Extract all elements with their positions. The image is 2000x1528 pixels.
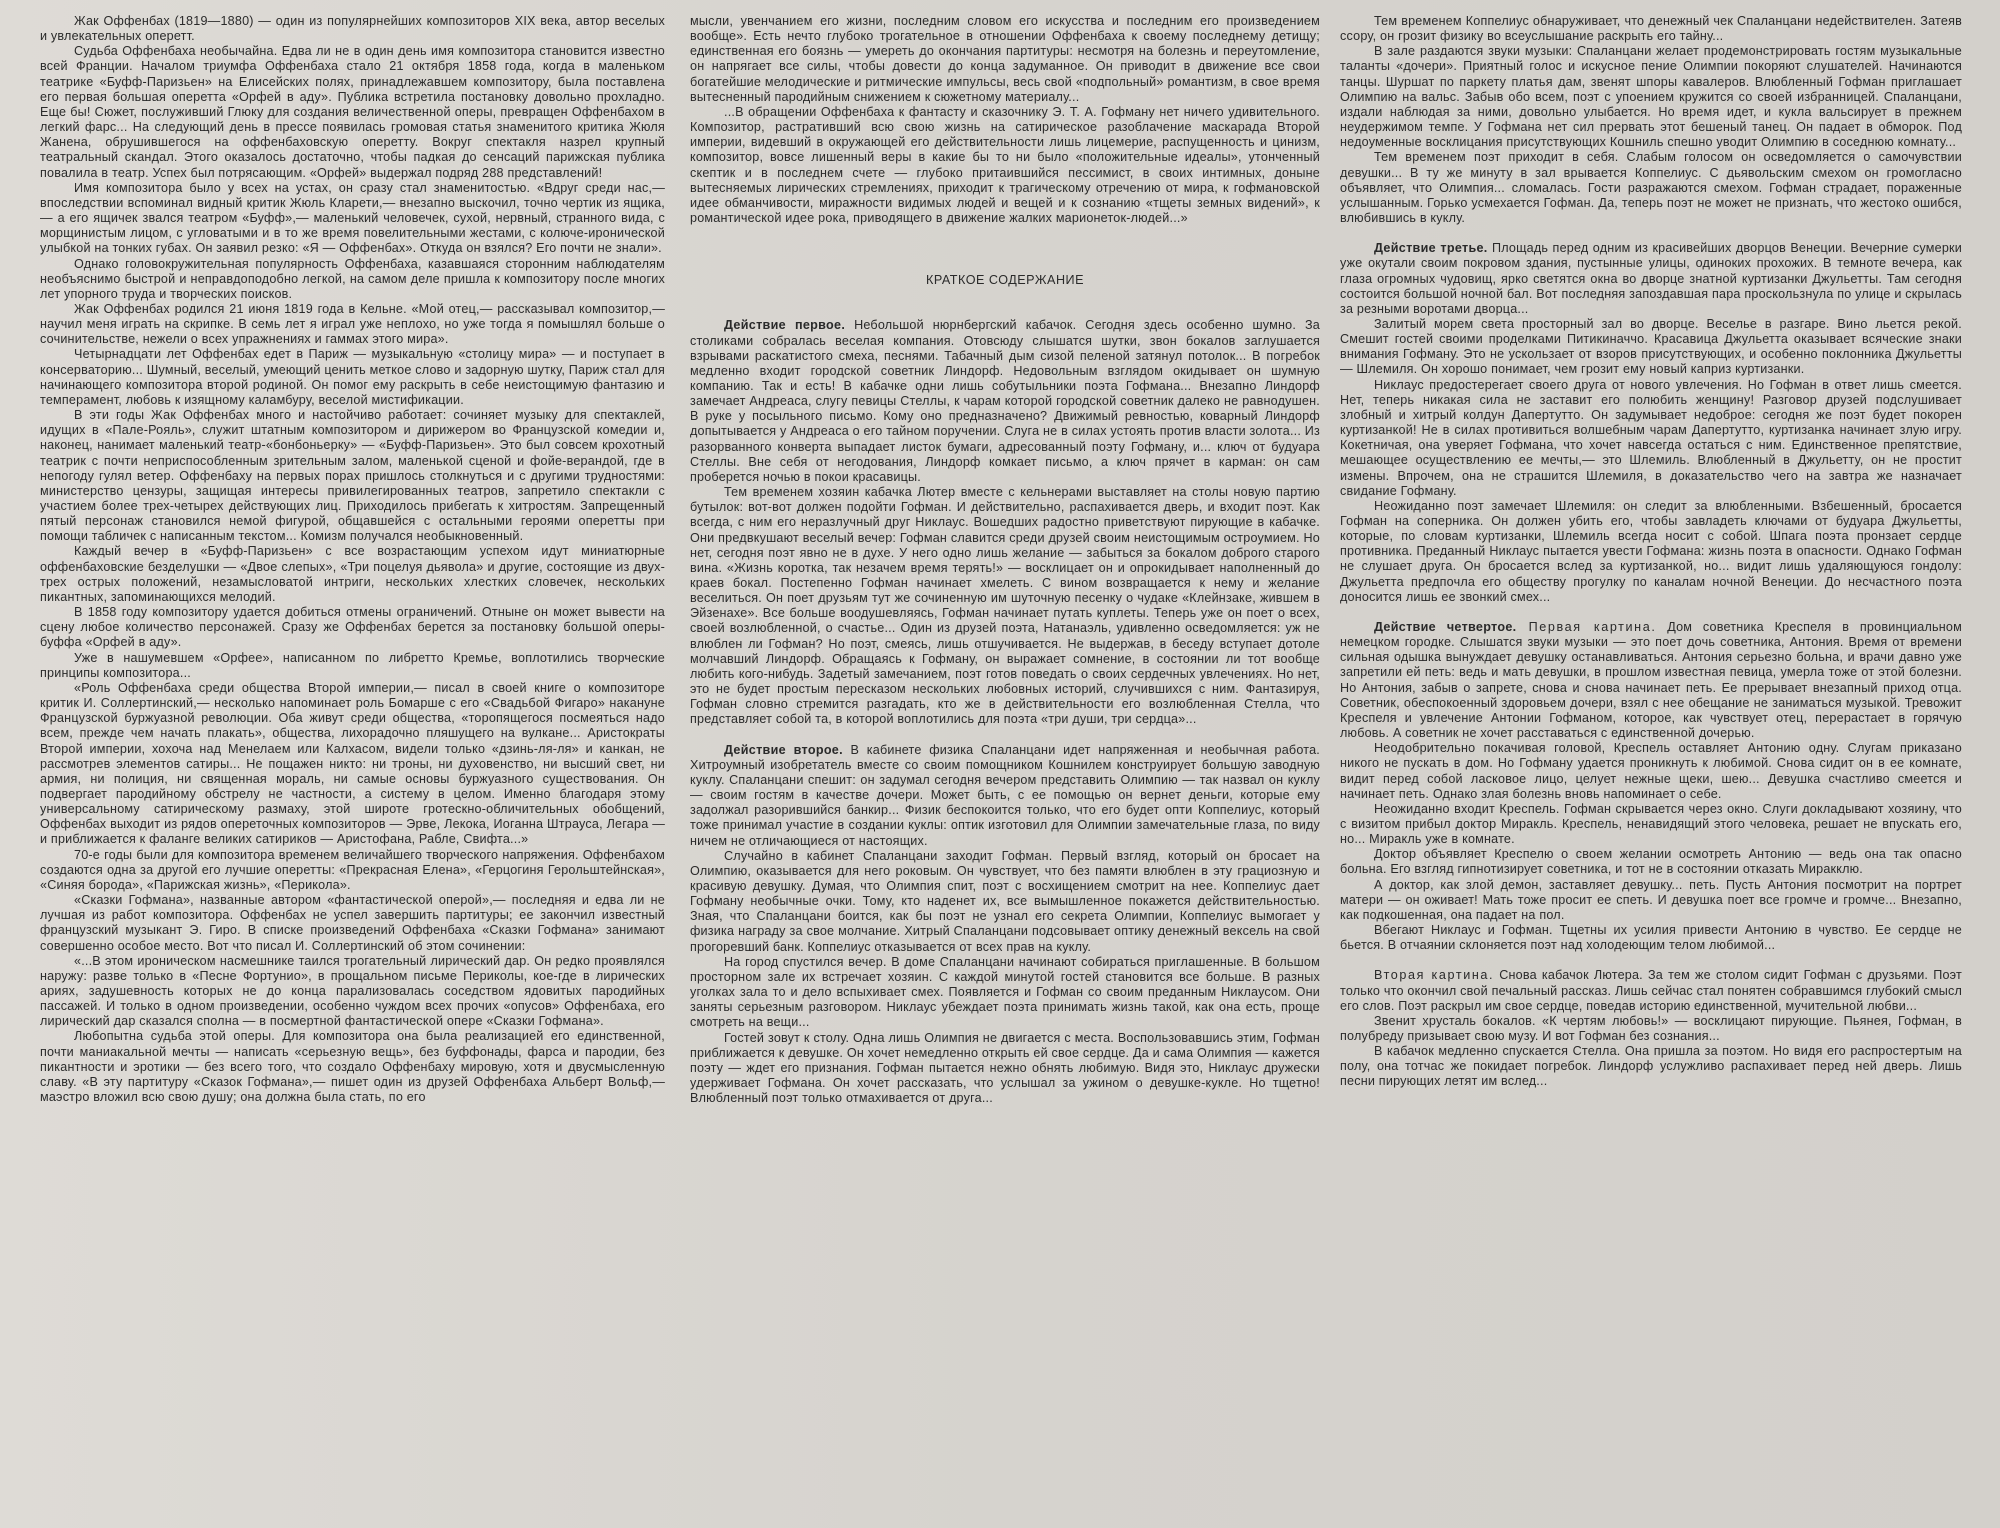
paragraph: ...В обращении Оффенбаха к фантасту и сказочнику Э. Т. А. Гофману нет ничего удивительного. Композитор, растративший всю свою жизнь на сатирическое разоблачение маскарада Второй империи, видевший в окружающей его действительности лишь лицемерие, распущенность и цинизм, композитор, вовсе лишенный веры в какие бы то ни было «положительные идеалы», утонченный скептик и в последнем счете — глубоко притаившийся пессимист, в своих интимных, доныне вытесняемых лирических стремлениях, приходит к трагическому отречению от мира, к гофмановской идее обманчивости, миражности видимых людей и вещей и к сознанию «тщеты земных видений», к романтической идее рока, приводящего в движение жалких марионеток-людей...» [690, 104, 1320, 226]
column-biography [40, 14, 665, 1514]
paragraph: «...В этом ироническом насмешнике таился трогательный лирический дар. Он редко проявлялся наружу: разве только в «Песне Фортунио», в прощальном письме Периколы, кое-где в лирических ариях, задушевность которых не до конца парализовалась соседством ядовитых пародийных пассажей. И только в одном произведении, особенно чуждом всех прочих «опусов» Оффенбаха, его лирический дар сказался сполна — в посмертной фантастической опере «Сказки Гофмана». [40, 953, 665, 1029]
paragraph: Жак Оффенбах родился 21 июня 1819 года в Кельне. «Мой отец,— рассказывал композитор,— научил меня играть на скрипке. В семь лет я играл уже неплохо, но уже тогда я помышлял больше о сочинительстве, нежели о всех упражнениях и гаммах этого мира». [40, 301, 665, 347]
paragraph: «Роль Оффенбаха среди общества Второй империи,— писал в своей книге о композиторе критик И. Соллертинский,— несколько напоминает роль Бомарше с его «Свадьбой Фигаро» накануне Французской буржуазной революции. Оба живут среди общества, «торопящегося посмеяться надо всем, прежде чем начать плакать», общества, лихорадочно пляшущего на вулкане... Аристократы Второй империи, хохоча над Менелаем или Калхасом, видели только «дзинь-ля-ля» и канкан, не рассмотрев элементов сатиры... Не пощажен никто: ни троны, ни духовенство, ни высший свет, ни армия, ни полиция, ни священная мораль, ни самые основы буржуазного существования. Он подвергает пародийному обстрелу не частности, а систему в целом. Именно благодаря этому универсальному сатирическому размаху, этой широте гротескно-обличительных обобщений, Оффенбах выходит из рядов опереточных композиторов — Эрве, Лекока, Иоганна Штрауса, Легара — и приближается к фаланге великих сатириков — Аристофана, Рабле, Свифта...» [40, 680, 665, 847]
paragraph: В эти годы Жак Оффенбах много и настойчиво работает: сочиняет музыку для спектаклей, идущих в «Пале-Рояль», служит штатным композитором и дирижером во Французской комедии и, наконец, нанимает маленький театр-«бонбоньерку» — «Буфф-Паризьен». Это был совсем крохотный театрик с почти неприспособленным зрительным залом, маленькой сценой и фойе-верандой, где в непогоду гулял ветер. Оффенбаху на первых порах пришлось столкнуться и с другими трудностями: министерство цензуры, защищая интересы привилегированных театров, запретило спектакли с участием более трех-четырех действующих лиц. Приходилось прибегать к хитростям. Запрещенный пятый персонаж становился немой фигурой, общавшейся с остальными героями оперетты при помощи табличек с написанным текстом... Комизм получался необыкновенный. [40, 408, 665, 544]
paragraph: Тем временем Коппелиус обнаруживает, что денежный чек Спаланцани недействителен. Затеяв ссору, он грозит физику во всеуслышание раскрыть его тайну... [1340, 14, 1962, 44]
column-synopsis-2 [1340, 14, 1962, 1514]
act4-title: Действие четвертое. [1374, 619, 1517, 634]
act4-scene2-paragraph: Вторая картина. Снова кабачок Лютера. За тем же столом сидит Гофман с друзьями. Поэт только что окончил свой печальный рассказ. Лишь сейчас стал понятен собравшимся глубокий смысл его слов. Поэт раскрыл им свое сердце, поведав историю единственной, мучительной любви... [1340, 968, 1962, 1013]
act2-paragraph: Действие второе. В кабинете физика Спаланцани идет напряженная и необычная работа. Хитроумный изобретатель вместе со своим помощником Кошнилем конструирует большую заводную куклу. Спаланцани спешит: он задумал сегодня вечером представить Олимпию — так назвал он куклу — своим гостям в качестве дочери. Может быть, с ее помощью он вернет деньги, которые ему задолжал разорившийся банкир... Физик беспокоится только, что его будет опти Коппелиус, который тоже принимал участие в создании куклы: оптик изготовил для Олимпии замечательные глаза, по виду ничем не отличающиеся от настоящих. [690, 742, 1320, 848]
paragraph: Уже в нашумевшем «Орфее», написанном по либретто Кремье, воплотились творческие принципы композитора... [40, 650, 665, 680]
paragraph: Четырнадцати лет Оффенбах едет в Париж — музыкальную «столицу мира» — и поступает в консерваторию... Шумный, веселый, умеющий ценить меткое слово и задорную шутку, Париж стал для начинающего композитора второй родиной. Он помог ему раскрыть в себе неистощимую фантазию и темперамент, любовь к изящному каламбуру, веселой мистификации. [40, 347, 665, 407]
paragraph: Гостей зовут к столу. Одна лишь Олимпия не двигается с места. Воспользовавшись этим, Гофман приближается к девушке. Он хочет немедленно открыть ей свое сердце. Да и сама Олимпия — кажется поэту — ждет его признания. Гофман пытается нежно обнять любимую. Видя это, Никлаус дружески удерживает Гофмана. Он хочет рассказать, что услышал за ужином о девушке-кукле. Но тщетно! Влюбленный поэт только отмахивается от друга... [690, 1030, 1320, 1106]
paragraph: Тем временем хозяин кабачка Лютер вместе с кельнерами выставляет на столы новую партию бутылок: вот-вот должен подойти Гофман. И действительно, распахивается дверь, и входит поэт. Как всегда, с ним его неразлучный друг Никлаус. Вошедших радостно приветствуют пирующие в кабачке. Они предвкушают веселый вечер: Гофман славится среди друзей своим неистощимым остроумием. Но нет, сегодня поэт явно не в духе. У него одно лишь желание — забыться за бокалом доброго старого вина. «Жизнь коротка, так незачем время терять!» — восклицает он и опрокидывает наполненный до краев бокал. Постепенно Гофман начинает хмелеть. С вином возвращается к нему и желание веселиться. Он поет друзьям тут же сочиненную им шуточную песенку о чудаке «Клейнзаке, жившем в Эйзенахе». Все больше воодушевляясь, Гофман начинает путать куплеты. Теперь уже он поет о всех, своей возлюбленной, о счастье... Один из друзей поэта, Натанаэль, удивленно осведомляется: уж не влюблен ли Гофман? Но поэт, смеясь, лишь отшучивается. Не выдержав, в беседу вступает дотоле молчавший Линдорф. Обращаясь к Гофману, он выражает сомнение, в состоянии ли тот вообще любить кого-нибудь. Задетый замечанием, поэт готов поведать о своих сердечных увлечениях. Но нет, это не будет простым пересказом нескольких любовных историй, случившихся с ним. Фантазируя, Гофман словно стремится разгадать, кто же в действительности его возлюбленная Стелла, что представляет собой та, в которой воплотились для поэта «три души, три сердца»... [690, 485, 1320, 727]
paragraph: Имя композитора было у всех на устах, он сразу стал знаменитостью. «Вдруг среди нас,— впоследствии вспоминал видный критик Жюль Кларети,— внезапно выскочил, точно чертик из ящика,— а его ящичек звался театром «Буфф»,— маленький человечек, сухой, нервный, странного вида, с морщинистым лицом, с угловатыми и в то же время повелительными жестами, с колюче-иронической улыбкой на тонких губах. Он заявил резко: «Я — Оффенбах». Откуда он взялся? Его почти не знали». [40, 180, 665, 256]
paragraph: Звенит хрусталь бокалов. «К чертям любовь!» — восклицают пирующие. Пьянея, Гофман, в полубреду призывает свою музу. И вот Гофман без сознания... [1340, 1013, 1962, 1043]
act4-scene1-title: Первая картина. [1516, 619, 1657, 634]
paragraph: Тем временем поэт приходит в себя. Слабым голосом он осведомляется о самочувствии девушки... В ту же минуту в зал врывается Коппелиус. С дьявольским смехом он громогласно объявляет, что Олимпия... сломалась. Гости разражаются смехом. Гофман страдает, пораженные услышанным. Горько усмехается Гофман. Да, теперь поэт не может не признать, что жестоко ошибся, влюбившись в куклу. [1340, 150, 1962, 226]
paragraph: Доктор объявляет Креспелю о своем желании осмотреть Антонию — ведь она так опасно больна. Его взгляд гипнотизирует советника, и тот не в состоянии отказать Миракклю. [1340, 847, 1962, 877]
act2-title: Действие второе. [724, 742, 843, 757]
act4-paragraph: Действие четвертое. Первая картина. Дом советника Креспеля в провинциальном немецком городке. Слышатся звуки музыки — это поет дочь советника, Антония. Время от времени сильная одышка вынуждает девушку останавливаться. Антония серьезно больна, и врачи давно уже запретили ей петь: ведь и мать девушки, в прошлом известная певица, умерла тоже от этой болезни. Но Антония, забыв о запрете, снова и снова начинает петь. Ее прерывает внезапный приход отца. Советник, обеспокоенный здоровьем дочери, взял с нее обещание не заниматься музыкой. Тревожит Креспеля и увлечение Антонии Гофманом, которое, как чувствует отец, перерастает в горячую любовь. А советник не хочет расставаться с единственной дочерью. [1340, 619, 1962, 741]
act1-paragraph: Действие первое. Небольшой нюрнбергский кабачок. Сегодня здесь особенно шумно. За столиками собралась веселая компания. Отовсюду слышатся шутки, звон бокалов заглушается взрывами раскатистого смеха, песнями. Табачный дым сизой пеленой затянул потолок... В погребок медленно входит городской советник Линдорф. Недовольным взглядом окидывает он шумную компанию. Так и есть! В кабачке одни лишь собутыльники поэта Гофмана... Внезапно Линдорф замечает Андреаса, слугу певицы Стеллы, к чарам которой городской советник далеко не равнодушен. В руке у посыльного письмо. Кому оно предназначено? Движимый ревностью, коварный Линдорф допытывается у Андреаса о его тайном поручении. Слуга не в силах устоять против власти золота... Из разорванного конверта выпадает листок бумаги, адресованный поэту Гофману, и... ключ от будуара Стеллы. Вне себя от негодования, Линдорф комкает письмо, а ключ прячет в карман: он сам проберется ночью в покои красавицы. [690, 318, 1320, 484]
paragraph: Судьба Оффенбаха необычайна. Едва ли не в один день имя композитора становится известно всей Франции. Началом триумфа Оффенбаха стало 21 октября 1858 года, когда в маленьком театрике «Буфф-Паризьен» на Елисейских полях, принадлежавшем композитору, была поставлена его первая большая оперетта «Орфей в аду». Публика встретила постановку довольно прохладно. Еще бы! Сюжет, послуживший Глюку для создания величественной оперы, превращен Оффенбахом в легкий фарс... На следующий день в прессе появилась громовая статья знаменитого критика Жюля Жанена, обрушившегося на оффенбаховскую оперетту. Вокруг спектакля назрел крупный театральный скандал. Этого оказалось достаточно, чтобы падкая до сенсаций парижская публика повалила в театр. Успех был потрясающим. «Орфей» выдержал подряд 288 представлений! [40, 44, 665, 180]
act1-title: Действие первое. [724, 318, 846, 333]
paragraph: Жак Оффенбах (1819—1880) — один из популярнейших композиторов XIX века, автор веселых и увлекательных оперетт. [40, 14, 665, 44]
paragraph: Каждый вечер в «Буфф-Паризьен» с все возрастающим успехом идут миниатюрные оффенбаховские безделушки — «Двое слепых», «Три поцелуя дьявола» и другие, состоящие из двух-трех острых положений, незамысловатой интриги, нескольких хлестких словечек, нескольких пикантных, запоминающихся мелодий. [40, 544, 665, 604]
column-synopsis-1 [690, 14, 1320, 1514]
paragraph: Никлаус предостерегает своего друга от нового увлечения. Но Гофман в ответ лишь смеется. Нет, теперь никакая сила не заставит его полюбить женщину! Разговор друзей подслушивает злобный и хитрый колдун Дапертутто. Он задумывает недоброе: сегодня же поэт будет покорен куртизанкой! Не в силах противиться волшебным чарам Дапертутто, куртизанка начинает злую игру. Кокетничая, она уверяет Гофмана, что хочет навсегда остаться с ним. Единственное препятствие, мешающее осуществлению ее мечты,— это Шлемиль. Влюбленный в Джульетту, он не простит измены. Впрочем, она не страшится Шлемиля, в доказательство чего на завтра же назначает свидание Гофману. [1340, 377, 1962, 498]
paragraph: Неожиданно входит Креспель. Гофман скрывается через окно. Слуги докладывают хозяину, что с визитом прибыл доктор Миракль. Креспель, ненавидящий этого человека, решает не впускать его, но... Миракль уже в комнате. [1340, 801, 1962, 847]
paragraph: Случайно в кабинет Спаланцани заходит Гофман. Первый взгляд, который он бросает на Олимпию, оказывается для него роковым. Он чувствует, что без памяти влюблен в эту грациозную и красивую девушку. Думая, что Олимпия спит, поэт с восхищением смотрит на нее. Коппелиус дает Гофману необычные очки. Тому, кто наденет их, все вымышленное покажется действительностью. Зная, что Спаланцани боится, как бы поэт не узнал его секрета Олимпии, Коппелиус вымогает у физика награду за свое молчание. Хитрый Спаланцани подсовывает оптику денежный вексель на свой прогоревший банк. Коппелиус отказывается от всех прав на куклу. [690, 848, 1320, 954]
paragraph: Однако головокружительная популярность Оффенбаха, казавшаяся сторонним наблюдателям необъяснимо быстрой и неправдоподобно легкой, на самом деле пришла к композитору после многих лет упорного труда и творческих поисков. [40, 256, 665, 301]
paragraph: Неожиданно поэт замечает Шлемиля: он следит за влюбленными. Взбешенный, бросается Гофман на соперника. Он должен убить его, чтобы завладеть ключами от будуара Джульетты, которые, по словам куртизанки, Шлемиль всегда носит с собой. Шпага поэта пронзает сердце противника. Преданный Никлаус пытается увести Гофмана: жизнь поэта в опасности. Однако Гофман не слушает друга. Он бросается вслед за куртизанкой, но... видит лишь удаляющуюся гондолу: Джульетта предпочла его обществу прогулку по каналам ночной Венеции. До несчастного поэта доносится лишь ее звонкий смех... [1340, 498, 1962, 604]
act3-title: Действие третье. [1374, 241, 1488, 256]
paragraph: 70-е годы были для композитора временем величайшего творческого напряжения. Оффенбахом создаются одна за другой его лучшие оперетты: «Прекрасная Елена», «Герцогиня Герольштейнская», «Синяя борода», «Парижская жизнь», «Перикола». [40, 847, 665, 892]
paragraph: В зале раздаются звуки музыки: Спаланцани желает продемонстрировать гостям музыкальные таланты «дочери». Приятный голос и искусное пение Олимпии покоряют слушателей. Начинаются танцы. Шуршат по паркету платья дам, звенят шпоры кавалеров. Влюбленный Гофман приглашает Олимпию на вальс. Забыв обо всем, поэт с упоением кружится со своей избранницей. Спаланцани, издали наблюдая за ними, довольно улыбается. Но время идет, и кукла вальсирует в прежнем неудержимом темпе. У Гофмана нет сил прервать этот бешеный танец. Он падает в обморок. Под недоуменные восклицания присутствующих Кошниль спешно уводит Олимпию в соседнюю комнату... [1340, 44, 1962, 150]
paragraph: «Сказки Гофмана», названные автором «фантастической оперой»,— последняя и едва ли не лучшая из работ композитора. Оффенбах не успел завершить партитуры; ее закончил известный французский музыкант Э. Гиро. В списке произведений Оффенбаха «Сказки Гофмана» занимают совершенно особое место. Вот что писал И. Соллертинский об этом сочинении: [40, 893, 665, 953]
paragraph: Любопытна судьба этой оперы. Для композитора она была реализацией его единственной, почти маниакальной мечты — написать «серьезную вещь», без буффонады, фарса и пародии, без пикантности и эротики — без всего того, что создало Оффенбаху мировую, хотя и двусмысленную славу. «В эту партитуру «Сказок Гофмана»,— пишет один из друзей Оффенбаха Альберт Вольф,— маэстро вложил всю свою душу; она должна была стать, по его [40, 1029, 665, 1105]
paragraph: В кабачок медленно спускается Стелла. Она пришла за поэтом. Но видя его распростертым на полу, она тотчас же покидает погребок. Линдорф услужливо распахивает перед ней дверь. Лишь песни пирующих летят им вслед... [1340, 1044, 1962, 1089]
paragraph: Вбегают Никлаус и Гофман. Тщетны их усилия привести Антонию в чувство. Ее сердце не бьется. В отчаянии склоняется поэт над холодеющим телом любимой... [1340, 923, 1962, 953]
summary-heading: КРАТКОЕ СОДЕРЖАНИЕ [926, 273, 1084, 288]
paragraph: А доктор, как злой демон, заставляет девушку... петь. Пусть Антония посмотрит на портрет матери — он оживает! Мать тоже просит ее спеть. И девушка поет все громче и громче... Внезапно, как подкошенная, она падает на пол. [1340, 877, 1962, 922]
paragraph: Неодобрительно покачивая головой, Креспель оставляет Антонию одну. Слугам приказано никого не пускать в дом. Но Гофману удается проникнуть к любимой. Снова сидит он в ее комнате, видит перед собой ласковое лицо, целует нежные щеки, шею... Девушка счастливо смеется и начинает петь. Однако злая болезнь вновь напоминает о себе. [1340, 741, 1962, 801]
paragraph: Залитый морем света просторный зал во дворце. Веселье в разгаре. Вино льется рекой. Смешит гостей своими проделками Питикиначчо. Красавица Джульетта оказывает всяческие знаки внимания Гофману. Это не ускользает от взоров присутствующих, и особенно поклонника Джульетты — Шлемиля. Он хорошо понимает, чем грозит ему новый каприз куртизанки. [1340, 316, 1962, 377]
paragraph: На город спустился вечер. В доме Спаланцани начинают собираться приглашенные. В большом просторном зале их встречает хозяин. С каждой минутой гостей становится все больше. В разных уголках зала то и дело вспыхивает смех. Появляется и Гофман со своим преданным Никлаусом. Они заняты серьезным разговором. Никлаус убеждает поэта принимать жизнь такой, как она есть, проще смотреть на вещи... [690, 954, 1320, 1030]
act3-paragraph: Действие третье. Площадь перед одним из красивейших дворцов Венеции. Вечерние сумерки уже окутали своим покровом здания, пустынные улицы, одиноких прохожих. В темноте вечера, как глаза огромных чудовищ, ярко светятся окна во дворце знатной куртизанки Джульетты. Там сегодня состоится большой ночной бал. Вот последняя запоздавшая пара проскользнула по улице и скрылась за резными воротами дворца... [1340, 241, 1962, 316]
paragraph: В 1858 году композитору удается добиться отмены ограничений. Отныне он может вывести на сцену любое количество персонажей. Сразу же Оффенбах берется за постановку большой оперы-буффа «Орфей в аду». [40, 605, 665, 650]
act4-scene2-title: Вторая картина. [1374, 968, 1495, 983]
paragraph: мысли, увенчанием его жизни, последним словом его искусства и последним его произведением вообще». Есть нечто глубоко трогательное в отношении Оффенбаха к своему последнему детищу; единственная его боязнь — умереть до окончания партитуры: несмотря на болезнь и переутомление, он напрягает все силы, чтобы довести до конца задуманное. Он приводит в движение все свои богатейшие мелодические и ритмические импульсы, весь свой «подпольный» романтизм, в свое время вытесненный пародийным снижением к сюжетному материалу... [690, 14, 1320, 104]
